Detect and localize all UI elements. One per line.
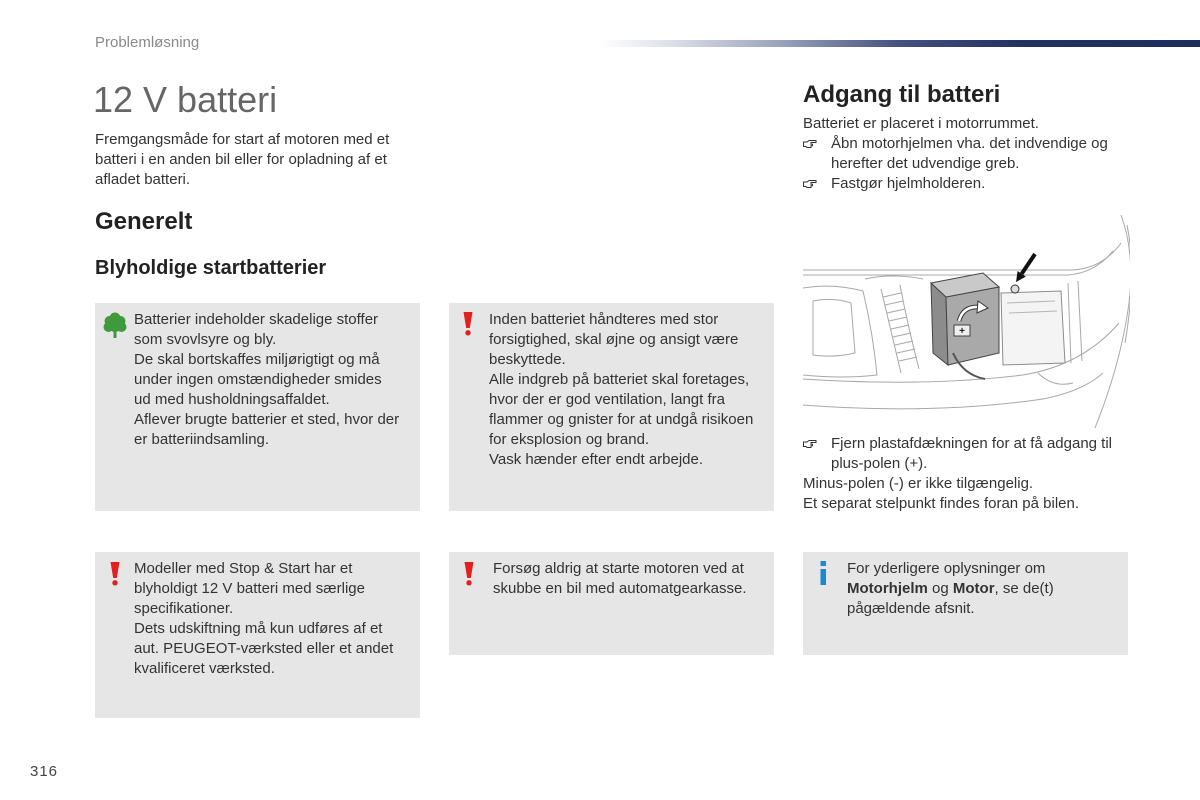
section-heading-general: Generelt xyxy=(95,208,193,235)
subheading-lead-batteries: Blyholdige startbatterier xyxy=(95,257,327,279)
push-start-warning-box xyxy=(449,552,774,655)
exclamation-icon xyxy=(464,562,474,586)
intro-line: batteri i en anden bil eller for opladning af et xyxy=(95,151,387,168)
note-line: under ingen omstændigheder smides xyxy=(134,371,382,388)
exclamation-icon xyxy=(110,562,120,586)
header-gradient-bar xyxy=(600,40,1200,47)
info-line xyxy=(847,579,1054,599)
exclamation-icon xyxy=(463,312,473,336)
battery-access-instructions xyxy=(803,114,1133,194)
note-line: er batteriindsamling. xyxy=(134,431,270,448)
warning-line: specifikationer. xyxy=(134,600,234,617)
page-title: 12 V batteri xyxy=(93,79,278,120)
chapter-reference-engine: Motor xyxy=(952,580,995,597)
handling-warning-text xyxy=(489,310,753,470)
info-connector-text: , se de(t) xyxy=(994,580,1054,597)
battery-location-text: Batteriet er placeret i motorrummet. xyxy=(803,115,1039,132)
info-line: pågældende afsnit. xyxy=(847,600,975,617)
warning-line: Forsøg aldrig at starte motoren ved at xyxy=(493,560,744,577)
note-text: Minus-polen (-) er ikke tilgængelig. xyxy=(803,475,1034,492)
warning-line: Modeller med Stop & Start har et xyxy=(134,560,353,577)
warning-line: blyholdigt 12 V batteri med særlige xyxy=(134,580,365,597)
page-number: 316 xyxy=(30,763,59,780)
warning-line: Alle indgreb på batteriet skal foretages, xyxy=(489,371,750,388)
step-line: Åbn motorhjelmen vha. det indvendige og xyxy=(831,135,1108,152)
warning-line: beskyttede. xyxy=(489,351,566,368)
step-line: herefter det udvendige greb. xyxy=(831,155,1020,172)
warning-line: hvor der er god ventilation, langt fra xyxy=(489,391,725,408)
info-icon xyxy=(818,561,828,585)
step-line: plus-polen (+). xyxy=(831,455,928,472)
info-box xyxy=(803,552,1128,655)
handling-warning-box xyxy=(449,303,774,511)
warning-line: Inden batteriet håndteres med stor xyxy=(489,311,719,328)
plus-terminal xyxy=(1011,285,1019,293)
warning-line: skubbe en bil med automatgearkasse. xyxy=(493,580,747,597)
warning-line: Dets udskiftning må kun udføres af et xyxy=(134,620,383,637)
battery-terminal-instructions xyxy=(803,434,1133,514)
pointer-bullet-icon xyxy=(803,179,817,189)
pointer-bullet-icon xyxy=(803,139,817,149)
section-heading-battery-access: Adgang til batteri xyxy=(803,81,1001,108)
warning-line: Vask hænder efter endt arbejde. xyxy=(489,451,704,468)
warning-line: for eksplosion og brand. xyxy=(489,431,650,448)
battery-plus-label: + xyxy=(959,326,965,337)
tree-icon xyxy=(103,312,127,339)
push-start-warning-text xyxy=(493,559,746,599)
warning-line: kvalificeret værksted. xyxy=(134,660,275,677)
instruction-step xyxy=(803,434,1133,474)
note-line: Aflever brugte batterier et sted, hvor der xyxy=(134,411,400,428)
warning-line: forsigtighed, skal øjne og ansigt være xyxy=(489,331,739,348)
chapter-reference-bonnet: Motorhjelm xyxy=(847,580,928,597)
info-text xyxy=(847,559,1054,619)
note-line: De skal bortskaffes miljørigtigt og må xyxy=(134,351,380,368)
instruction-step xyxy=(803,174,1133,194)
note-line: som svovlsyre og bly. xyxy=(134,331,277,348)
step-line: Fastgør hjelmholderen. xyxy=(831,175,986,192)
engine-compartment-illustration xyxy=(803,213,1130,430)
stop-start-warning-text xyxy=(134,559,393,679)
step-line: Fjern plastafdækningen for at få adgang til xyxy=(831,435,1113,452)
intro-text xyxy=(95,130,389,190)
intro-line: afladet batteri. xyxy=(95,171,191,188)
section-header: Problemløsning xyxy=(95,34,200,51)
terminal-arrow-shaft xyxy=(1022,254,1035,274)
note-line: Batterier indeholder skadelige stoffer xyxy=(134,311,379,328)
info-connector-text: og xyxy=(927,580,953,597)
pointer-bullet-icon xyxy=(803,439,817,449)
stop-start-warning-box xyxy=(95,552,420,718)
warning-line: flammer og gnister for at undgå risikoen xyxy=(489,411,754,428)
environment-note-box xyxy=(95,303,420,511)
intro-line: Fremgangsmåde for start af motoren med et xyxy=(95,131,390,148)
info-line: For yderligere oplysninger om xyxy=(847,560,1046,577)
note-line: ud med husholdningsaffaldet. xyxy=(134,391,330,408)
note-text: Et separat stelpunkt findes foran på bilen. xyxy=(803,495,1080,512)
instruction-step xyxy=(803,134,1133,174)
environment-note-text xyxy=(134,310,399,450)
warning-line: aut. PEUGEOT-værksted eller et andet xyxy=(134,640,394,657)
